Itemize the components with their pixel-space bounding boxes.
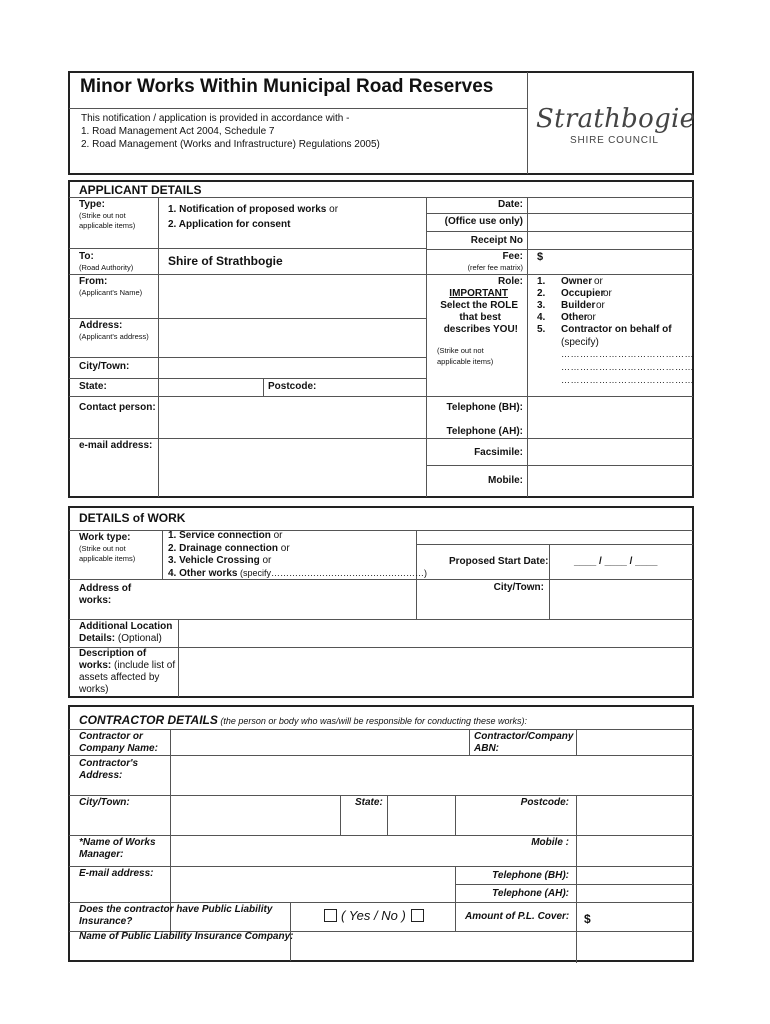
contractor-section-title: CONTRACTOR DETAILS (79, 713, 218, 727)
fee-hint: (refer fee matrix) (467, 263, 523, 272)
yes-no-label: ( Yes / No ) (341, 908, 406, 923)
location-optional: (Optional) (115, 633, 162, 644)
logo-subtitle: SHIRE COUNCIL (570, 135, 659, 146)
type-option-1-or: or (326, 204, 339, 215)
location-details-field[interactable] (179, 620, 693, 647)
contractor-name-label-1: Contractor or (79, 731, 143, 742)
tel-ah-label: Telephone (AH): (446, 426, 523, 437)
role-suffix: or (603, 288, 612, 299)
description-label-1: Description of (79, 648, 147, 659)
contractor-city-label: City/Town: (79, 797, 130, 808)
work-section-title: DETAILS of WORK (79, 511, 186, 525)
logo-wordmark: Strathbogie (536, 104, 696, 134)
pl-amount-field[interactable] (594, 903, 693, 931)
tel-bh-field[interactable] (528, 397, 693, 417)
role-specify-line-2[interactable]: …………………………………… (561, 362, 694, 372)
role-name: Other (561, 312, 588, 323)
contractor-email-label: E-mail address: (79, 868, 154, 879)
applicant-state-field[interactable] (159, 379, 263, 396)
work-address-label-1: Address of (79, 583, 132, 594)
contractor-section-note: (the person or body who was/will be responsible for conducting these works): (217, 716, 528, 726)
role-num: 1. (537, 276, 546, 287)
type-option-1-text: 1. Notification of proposed works (168, 204, 327, 215)
description-label-text: works: (79, 660, 112, 671)
contractor-tel-bh-field[interactable] (577, 867, 693, 884)
manager-label-2: Manager: (79, 849, 124, 860)
type-option-notification[interactable] (168, 204, 338, 217)
role-specify-line-3[interactable]: …………………………………… (561, 375, 694, 385)
email-label: e-mail address: (79, 440, 153, 451)
applicant-section-title: APPLICANT DETAILS (79, 183, 202, 197)
yes-checkbox[interactable] (324, 909, 337, 922)
contractor-section-heading (79, 711, 527, 729)
from-label: From: (79, 276, 108, 287)
work-option-text: 3. Vehicle Crossing (168, 555, 260, 566)
work-type-hint-2: applicable items) (79, 554, 136, 563)
role-option-other[interactable] (537, 312, 596, 323)
contractor-abn-label-2: ABN: (474, 743, 499, 754)
state-label: State: (79, 381, 107, 392)
work-option-text: 4. Other works (168, 568, 238, 579)
city-label: City/Town: (79, 361, 130, 372)
tel-ah-field[interactable] (528, 418, 693, 438)
tel-bh-label: Telephone (BH): (446, 402, 523, 413)
contractor-postcode-label: Postcode: (520, 797, 569, 808)
contact-person-label: Contact person: (79, 402, 156, 413)
fax-field[interactable] (528, 439, 693, 465)
pl-question-1: Does the contractor have Public Liability (79, 904, 273, 915)
work-city-field[interactable] (550, 580, 693, 619)
contractor-city-field[interactable] (171, 796, 340, 835)
work-option-service[interactable] (168, 530, 283, 543)
description-hint-3: works) (79, 684, 109, 695)
start-date-label: Proposed Start Date: (449, 556, 549, 567)
work-option-specify: (specify……………………………………………) (237, 568, 427, 578)
work-option-or: or (278, 543, 290, 554)
role-suffix: or (587, 312, 596, 323)
role-strike-1: (Strike out not (437, 346, 484, 355)
fee-symbol: $ (537, 251, 544, 263)
role-name: Builder (561, 300, 596, 311)
receipt-field[interactable] (528, 232, 693, 249)
role-select-3: describes YOU! (443, 324, 518, 335)
role-name: Occupier (561, 288, 605, 299)
applicant-postcode-field[interactable] (320, 379, 426, 396)
role-strike-2: applicable items) (437, 357, 494, 366)
contractor-state-field[interactable] (388, 796, 455, 835)
pl-company-field[interactable] (291, 932, 693, 961)
work-option-vehicle[interactable] (168, 555, 271, 568)
work-option-or: or (270, 530, 283, 541)
work-option-or: or (259, 555, 272, 566)
role-specify-line-1[interactable]: …………………………………… (561, 349, 694, 359)
manager-label-1: *Name of Works (79, 837, 156, 848)
work-city-label: City/Town: (493, 582, 544, 593)
contractor-email-field[interactable] (171, 867, 455, 902)
work-type-label: Work type: (79, 532, 131, 543)
contractor-mobile-label: Mobile : (531, 837, 569, 848)
contractor-address-label-1: Contractor's (79, 758, 139, 769)
role-option-contractor[interactable] (537, 324, 672, 335)
road-authority-value: Shire of Strathbogie (168, 254, 283, 268)
applicant-address-field[interactable] (159, 319, 426, 357)
work-option-text: 1. Service connection (168, 530, 271, 541)
role-num: 4. (537, 312, 546, 323)
type-hint-1: (Strike out not (79, 211, 126, 220)
start-date-field[interactable]: ____ / ____ / ____ (574, 556, 658, 567)
role-select-2: that best (459, 312, 501, 323)
contractor-state-label: State: (355, 797, 383, 808)
contractor-abn-label-1: Contractor/Company (474, 731, 574, 742)
role-label: Role: (498, 276, 523, 287)
description-label-2 (79, 660, 175, 673)
from-hint: (Applicant's Name) (79, 288, 143, 297)
to-label: To: (79, 251, 94, 262)
applicant-name-field[interactable] (159, 275, 426, 318)
contractor-abn-field[interactable] (577, 730, 693, 755)
contractor-postcode-field[interactable] (577, 796, 693, 835)
pl-amount-label: Amount of P.L. Cover: (465, 911, 570, 922)
to-hint: (Road Authority) (79, 263, 134, 272)
work-option-text: 2. Drainage connection (168, 543, 279, 554)
contractor-name-field[interactable] (171, 730, 469, 755)
contractor-name-label-2: Company Name: (79, 743, 158, 754)
no-checkbox[interactable] (411, 909, 424, 922)
role-option-builder[interactable] (537, 300, 605, 311)
law-item-1: 1. Road Management Act 2004, Schedule 7 (81, 126, 275, 137)
mobile-field[interactable] (528, 466, 693, 497)
role-specify: (specify) (561, 337, 599, 348)
contractor-tel-ah-field[interactable] (577, 885, 693, 902)
description-hint: (include list of (111, 660, 176, 671)
pl-company-label: Name of Public Liability Insurance Company: (79, 931, 294, 942)
office-use-label: (Office use only) (444, 216, 523, 227)
work-type-hint-1: (Strike out not (79, 544, 126, 553)
fee-field[interactable] (546, 250, 693, 274)
description-field[interactable] (179, 648, 693, 697)
role-important: IMPORTANT (449, 288, 508, 299)
contact-person-field[interactable] (159, 397, 426, 438)
contractor-address-label-2: Address: (79, 770, 123, 781)
work-option-other[interactable] (168, 567, 427, 581)
type-hint-2: applicable items) (79, 221, 136, 230)
applicant-city-field[interactable] (159, 358, 426, 378)
date-field[interactable] (528, 198, 693, 213)
role-option-owner[interactable] (537, 276, 603, 287)
role-select-1: Select the ROLE (440, 300, 518, 311)
location-label-1: Additional Location (79, 621, 173, 632)
description-hint-2: assets affected by (79, 672, 160, 683)
role-name: Contractor on behalf of (561, 324, 672, 335)
work-option-drainage[interactable] (168, 543, 290, 556)
role-suffix: or (594, 276, 603, 287)
mobile-label: Mobile: (488, 475, 523, 486)
location-label-text: Details: (79, 633, 116, 644)
role-num: 2. (537, 288, 546, 299)
pl-question-2: Insurance? (79, 916, 133, 927)
work-address-field[interactable] (163, 580, 416, 619)
address-label: Address: (79, 320, 123, 331)
role-name: Owner (561, 276, 593, 287)
contractor-tel-bh-label: Telephone (BH): (492, 870, 569, 881)
role-num: 5. (537, 324, 546, 335)
address-hint: (Applicant's address) (79, 332, 149, 341)
strathbogie-logo (536, 104, 696, 152)
role-option-occupier[interactable] (537, 288, 612, 299)
pl-amount-symbol: $ (584, 912, 591, 926)
page-title: Minor Works Within Municipal Road Reserves (80, 76, 494, 97)
work-address-label-2: works: (79, 595, 112, 606)
postcode-label: Postcode: (268, 381, 317, 392)
role-suffix: or (596, 300, 605, 311)
location-label-2 (79, 633, 162, 646)
receipt-label: Receipt No (470, 235, 523, 246)
contractor-mobile-field[interactable] (577, 836, 693, 866)
role-num: 3. (537, 300, 546, 311)
law-item-2: 2. Road Management (Works and Infrastructure) Regulations 2005) (81, 139, 380, 150)
applicant-email-field[interactable] (159, 439, 426, 497)
fee-label: Fee: (502, 251, 523, 262)
type-option-consent[interactable]: 2. Application for consent (168, 219, 291, 230)
type-label: Type: (79, 199, 105, 210)
contractor-address-field[interactable] (171, 756, 693, 795)
fax-label: Facsimile: (474, 447, 523, 458)
date-label: Date: (497, 199, 523, 210)
intro-text: This notification / application is provided in accordance with - (81, 113, 350, 124)
contractor-tel-ah-label: Telephone (AH): (492, 888, 569, 899)
